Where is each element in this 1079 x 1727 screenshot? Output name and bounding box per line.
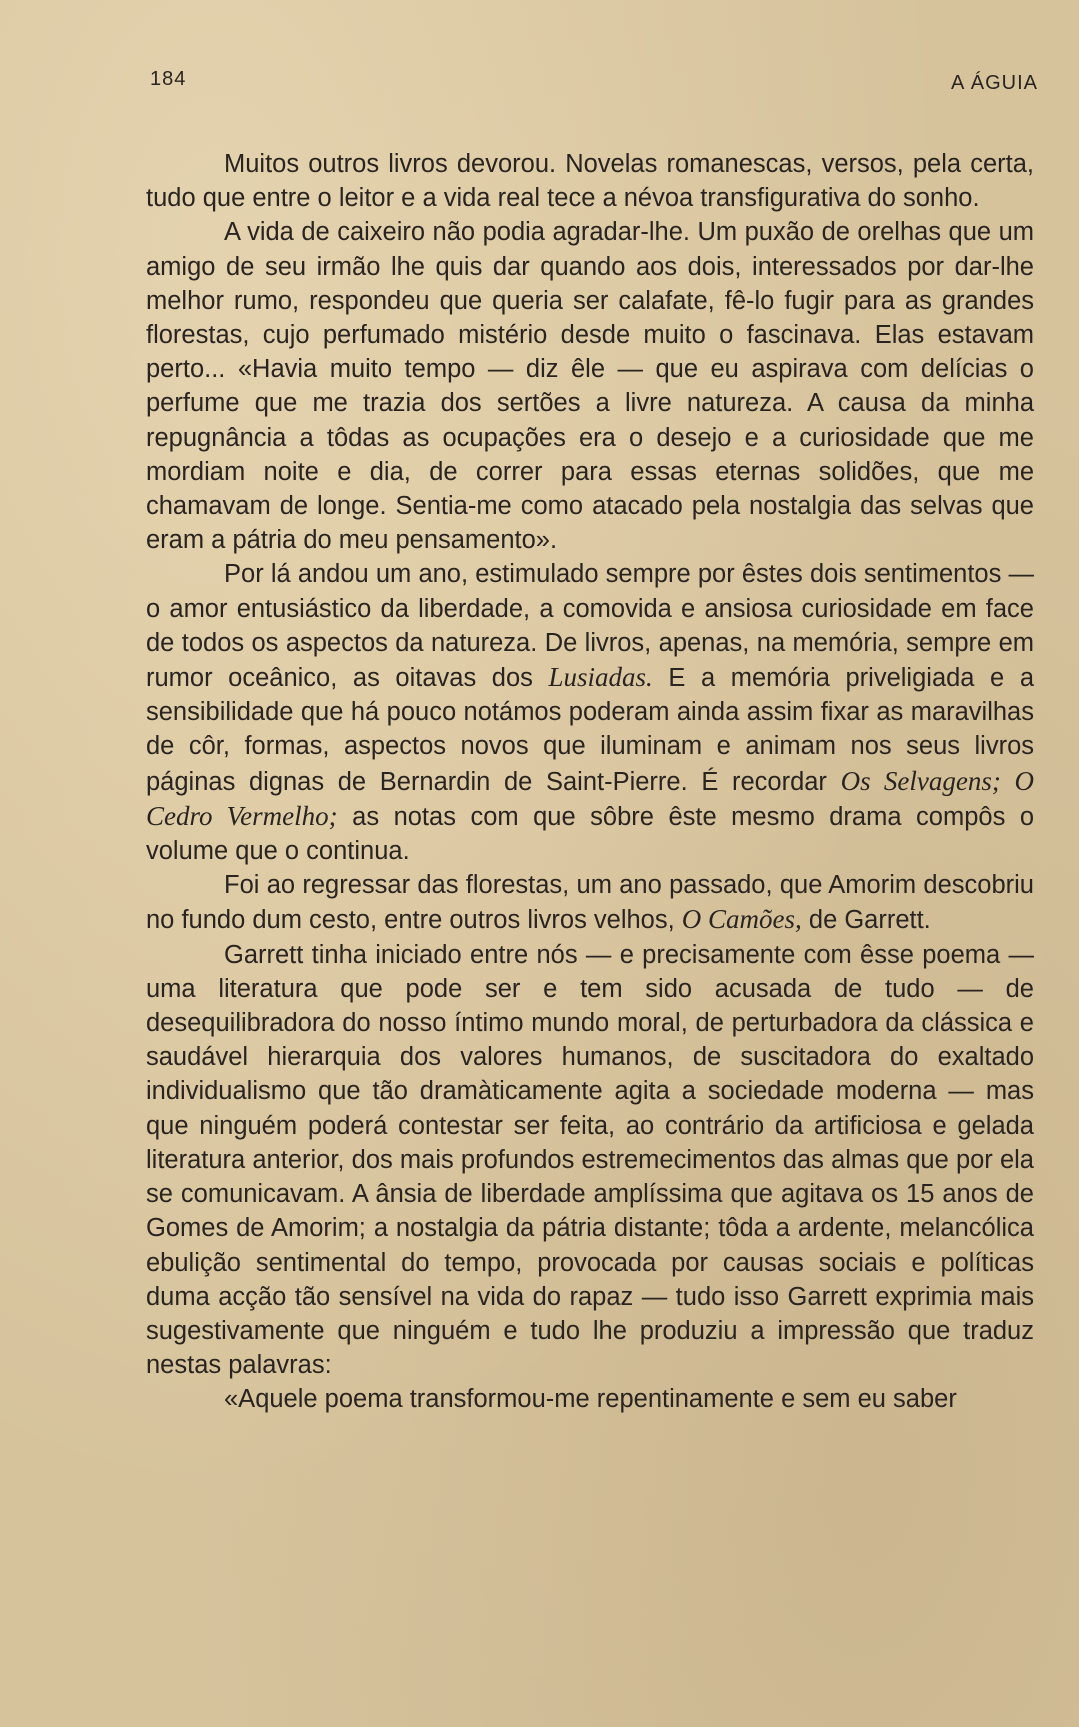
book-title-lusiadas: Lusiadas. xyxy=(548,662,653,693)
book-title-o-cedro-vermelho: O Cedro Vermelho; xyxy=(146,765,1034,831)
paragraph-3-text-a: Por lá andou um ano, estimulado sempre por êstes dois sentimentos — o amor entusiástico da liberdade, a comovida e ansiosa curiosidade em face de todos os aspectos da natureza. De livros, apenas, na memória, sempre em rumor oceânico, as oitavas dos xyxy=(146,560,1034,693)
paragraph-3-text-d: as notas com que sôbre êste mesmo drama compôs o volume que o continua. xyxy=(146,802,1034,866)
paragraph-4-text-b: de Garrett. xyxy=(801,906,931,935)
paragraph-3-text-b: E a memória priveligiada e a sensibilidade que há pouco notámos poderam ainda assim fixar as maravilhas de côr, formas, aspectos novos que iluminam e animam nos seus livros páginas dignas de Bernardin de Saint-Pierre. É recordar xyxy=(146,664,1035,796)
book-title-os-selvagens: Os Selvagens; xyxy=(840,765,1001,796)
paragraph-2: A vida de caixeiro não podia agradar-lhe. Um puxão de orelhas que um amigo de seu irmão lhe quis dar quando aos dois, interessados por dar-lhe melhor rumo, respondeu que queria ser calafate, fê-lo fugir para as grandes florestas, cujo perfumado mistério desde muito o fascinava. Elas estavam perto... «Havia muito tempo — diz êle — que eu aspirava com delícias o perfume que me trazia dos sertões a livre natureza. A causa da minha repugnância a tôdas as ocupações era o desejo e a curiosidade que me mordiam noite e dia, de correr para essas eternas solidões, que me chamavam de longe. Sentia-me como atacado pela nostalgia das selvas que eram a pátria do meu pensamento». xyxy=(146,218,1034,555)
paragraph-6: «Aquele poema transformou-me repentinamente e sem eu saber xyxy=(224,1385,957,1414)
page-number: 184 xyxy=(150,68,187,90)
paragraph-3 xyxy=(146,557,1034,868)
body-text xyxy=(146,147,1034,1417)
paragraph-4-text-a: Foi ao regressar das florestas, um ano passado, que Amorim descobriu no fundo dum cesto, entre outros livros velhos, xyxy=(146,871,1034,935)
journal-title: A ÁGUIA xyxy=(950,72,1038,94)
paragraph-3-text-c xyxy=(1001,768,1015,796)
running-head xyxy=(150,68,1038,98)
paragraph-1: Muitos outros livros devorou. Novelas romanescas, versos, pela certa, tudo que entre o leitor e a vida real tece a névoa transfigurativa do sonho. xyxy=(146,150,1034,213)
paragraph-5: Garrett tinha iniciado entre nós — e precisamente com êsse poema — uma literatura que pode ser e tem sido acusada de tudo — de desequilibradora do nosso íntimo mundo moral, de perturbadora da clássica e saudável hierarquia dos valores humanos, de suscitadora do exaltado individualismo que tão dramàticamente agita a sociedade moderna — mas que ninguém poderá contestar ser feita, ao contrário da artificiosa e gelada literatura anterior, dos mais profundos estremecimentos das almas que por ela se comunicavam. A ânsia de liberdade amplíssima que agitava os 15 anos de Gomes de Amorim; a nostalgia da pátria distante; tôda a ardente, melancólica ebulição sentimental do tempo, provocada por causas sociais e políticas duma acção tão sensível na vida do rapaz — tudo isso Garrett exprimia mais sugestivamente que ninguém e tudo lhe produziu a impressão que traduz nestas palavras: xyxy=(146,940,1034,1380)
book-title-o-camoes: O Camões, xyxy=(681,904,802,935)
paragraph-4 xyxy=(146,868,1034,937)
